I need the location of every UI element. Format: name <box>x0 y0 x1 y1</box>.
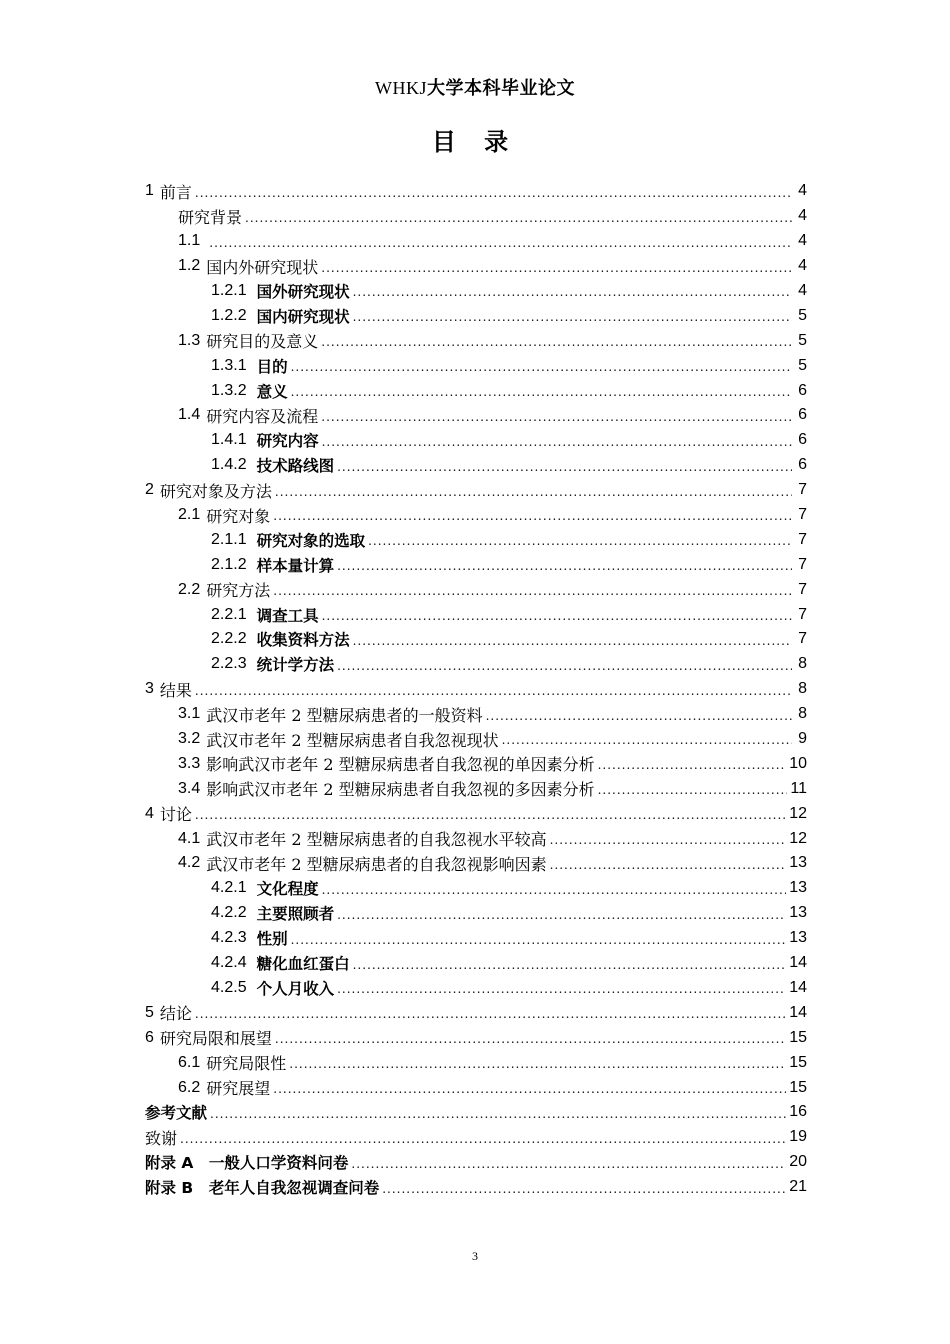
toc-entry-number: 1.3.1 <box>211 356 247 374</box>
dot-leader <box>180 1133 786 1150</box>
toc-entry-page: 4 <box>798 257 807 275</box>
toc-entry-number: 2.2.2 <box>211 630 247 648</box>
toc-entry[interactable] <box>145 1075 807 1100</box>
toc-entry[interactable] <box>145 976 807 1001</box>
dot-leader <box>321 411 792 428</box>
toc-entry[interactable] <box>145 876 807 901</box>
toc-entry-label: 意义 <box>256 382 288 401</box>
toc-entry-number: 5 <box>145 1003 154 1021</box>
toc-entry[interactable] <box>145 727 807 752</box>
toc-entry-page: 6 <box>798 431 807 449</box>
toc-entry[interactable] <box>145 926 807 951</box>
toc-entry[interactable] <box>145 353 807 378</box>
toc-entry[interactable] <box>145 503 807 528</box>
dot-leader <box>353 959 787 976</box>
toc-entry-number: 1.4.1 <box>211 431 247 449</box>
toc-entry-label: 技术路线图 <box>256 457 335 476</box>
toc-entry[interactable] <box>145 602 807 627</box>
toc-entry[interactable] <box>145 254 807 279</box>
dot-leader <box>353 286 792 303</box>
toc-entry-page: 20 <box>789 1153 807 1171</box>
toc-entry-page: 13 <box>789 854 807 872</box>
toc-entry-number: 3.1 <box>178 705 201 723</box>
toc-entry-label: 致谢 <box>145 1128 178 1148</box>
toc-entry-page: 4 <box>798 282 807 299</box>
toc-entry-number: 3.3 <box>178 754 201 772</box>
dot-leader <box>195 685 792 702</box>
toc-entry-page: 4 <box>798 232 807 250</box>
toc-entry-page: 14 <box>789 954 807 972</box>
toc-entry[interactable] <box>145 577 807 602</box>
toc-entry-page: 8 <box>798 705 807 723</box>
toc-entry-label: 样本量计算 <box>256 556 335 575</box>
toc-entry-number: 1.2.1 <box>211 282 247 299</box>
toc-entry-label: 目的 <box>256 357 288 376</box>
toc-entry[interactable] <box>145 279 807 304</box>
toc-entry[interactable] <box>145 801 807 826</box>
toc-entry-page: 12 <box>789 804 807 822</box>
toc-entry-page: 19 <box>789 1128 807 1146</box>
toc-entry-page: 5 <box>798 306 807 324</box>
toc-entry-label: 性别 <box>256 930 288 949</box>
toc-entry[interactable] <box>145 552 807 577</box>
toc-title: 目 录 <box>431 128 519 156</box>
toc-entry-label: 影响武汉市老年 2 型糖尿病患者自我忽视的多因素分析 <box>206 780 595 800</box>
toc-entry-label: 讨论 <box>159 805 192 825</box>
toc-entry-label: 武汉市老年 2 型糖尿病患者自我忽视现状 <box>206 730 499 750</box>
toc-entry-label: 主要照顾者 <box>256 905 335 924</box>
toc-entry-page: 13 <box>789 879 807 897</box>
toc-entry-number: 6.1 <box>178 1053 201 1071</box>
toc-entry-page: 7 <box>798 506 807 524</box>
toc-entry[interactable] <box>145 677 807 702</box>
toc-entry-label: 收集资料方法 <box>256 631 350 650</box>
toc-entry-number: 1.3.2 <box>211 381 247 399</box>
toc-entry-page: 5 <box>798 331 807 349</box>
toc-entry-page: 15 <box>789 1078 807 1096</box>
toc-entry-label: 研究背景 <box>178 207 243 227</box>
toc-entry-page: 15 <box>789 1053 807 1071</box>
toc-entry-label: 研究方法 <box>206 581 271 601</box>
toc-entry-number: 2.1.1 <box>211 530 247 548</box>
toc-entry[interactable] <box>145 1125 807 1150</box>
toc-entry-page: 4 <box>798 182 807 200</box>
dot-leader <box>368 535 792 552</box>
dot-leader <box>321 336 792 353</box>
toc-entry-label: 调查工具 <box>256 606 319 625</box>
toc-entry-page: 11 <box>790 779 807 797</box>
toc-entry-label: 文化程度 <box>256 880 319 899</box>
toc-entry-number: 4.2.2 <box>211 904 247 922</box>
dot-leader <box>337 660 792 677</box>
toc-entry[interactable] <box>145 776 807 801</box>
toc-entry-page: 15 <box>789 1028 807 1046</box>
toc-entry[interactable] <box>145 527 807 552</box>
toc-entry[interactable] <box>145 303 807 328</box>
page-header <box>0 74 950 100</box>
dot-leader <box>273 1083 786 1100</box>
toc-entry[interactable] <box>145 378 807 403</box>
toc-entry-label: 研究局限性 <box>206 1054 287 1074</box>
dot-leader <box>273 510 792 527</box>
toc-entry-page: 7 <box>798 530 807 548</box>
toc-entry-page: 7 <box>798 481 807 499</box>
toc-entry-label: 研究内容 <box>256 432 319 451</box>
toc-entry-number: 2 <box>145 481 154 499</box>
dot-leader <box>275 486 792 503</box>
toc-entry-page: 7 <box>798 555 807 573</box>
dot-leader <box>195 809 786 826</box>
toc-entry-page: 8 <box>798 680 807 698</box>
dot-leader <box>337 560 792 577</box>
toc-entry-page: 4 <box>798 207 807 225</box>
toc-entry-number: 1.4 <box>178 406 201 424</box>
toc-entry[interactable] <box>145 901 807 926</box>
dot-leader <box>273 585 792 602</box>
toc-entry-number: 1.2.2 <box>211 306 247 324</box>
toc-entry-number: 4.2.4 <box>211 954 247 972</box>
dot-leader <box>209 237 792 254</box>
toc-entry-page: 8 <box>798 655 807 673</box>
toc-entry-number: 3.4 <box>178 779 201 797</box>
toc-entry-number: 1.3 <box>178 331 201 349</box>
toc-entry[interactable] <box>145 702 807 727</box>
toc-entry-number: 2.2 <box>178 580 201 598</box>
toc-entry-label: 研究局限和展望 <box>159 1029 272 1049</box>
toc-entry[interactable] <box>145 751 807 776</box>
toc-entry-page: 14 <box>789 1003 807 1021</box>
toc-entry[interactable] <box>145 229 807 254</box>
toc-entry[interactable] <box>145 1100 807 1125</box>
dot-leader <box>337 983 786 1000</box>
dot-leader <box>382 1183 786 1200</box>
toc-entry-label: 研究内容及流程 <box>206 406 319 426</box>
toc-entry[interactable] <box>145 328 807 353</box>
toc-entry[interactable] <box>145 1175 807 1200</box>
dot-leader <box>195 187 792 204</box>
toc-entry-number: 1 <box>145 182 154 200</box>
toc-entry-page: 5 <box>798 356 807 374</box>
toc-entry-number: 4.2 <box>178 854 201 872</box>
header-sub: 大学本科毕业论文 <box>427 78 575 99</box>
toc-entry[interactable] <box>145 627 807 652</box>
toc-entry-number: 4.2.3 <box>211 929 247 947</box>
dot-leader <box>353 311 792 328</box>
toc-entry-page: 13 <box>789 929 807 947</box>
toc-entry-label: 国内外研究现状 <box>206 257 319 277</box>
dot-leader <box>598 759 787 776</box>
toc-entry-label: 结论 <box>159 1004 192 1024</box>
toc-entry-label: 研究对象 <box>206 506 271 526</box>
toc-entry-page: 7 <box>798 580 807 598</box>
toc-entry-label: 研究对象及方法 <box>159 481 272 501</box>
toc-entry-number: 6.2 <box>178 1078 201 1096</box>
dot-leader <box>351 1158 786 1175</box>
toc-entry-label: 参考文献 <box>145 1104 208 1123</box>
toc-entry-number: 3.2 <box>178 730 201 748</box>
dot-leader <box>550 859 787 876</box>
toc-entry[interactable] <box>145 428 807 453</box>
toc-entry-page: 9 <box>798 730 807 748</box>
dot-leader <box>291 361 792 378</box>
toc-entry-label: 武汉市老年 2 型糖尿病患者的自我忽视水平较高 <box>206 830 547 850</box>
toc-entry-number: 1.4.2 <box>211 456 247 474</box>
toc-entry[interactable] <box>145 179 807 204</box>
dot-leader <box>502 734 792 751</box>
toc-entry-page: 6 <box>798 406 807 424</box>
toc-entry[interactable] <box>145 403 807 428</box>
toc-entry-page: 12 <box>789 829 807 847</box>
toc-entry-label: 附录 B 老年人自我忽视调查问卷 <box>145 1179 380 1198</box>
toc-entry[interactable] <box>145 1050 807 1075</box>
toc-entry-label: 个人月收入 <box>256 979 335 998</box>
toc-entry[interactable] <box>145 851 807 876</box>
toc-entry-number: 6 <box>145 1028 154 1046</box>
toc-entry-number: 2.1 <box>178 506 201 524</box>
toc-entry[interactable] <box>145 1150 807 1175</box>
toc-entry-page: 7 <box>798 630 807 648</box>
toc-entry-number: 4.2.5 <box>211 978 247 996</box>
toc-entry-number: 1.1 <box>178 232 201 250</box>
dot-leader <box>245 212 792 229</box>
dot-leader <box>322 884 787 901</box>
toc-entry[interactable] <box>145 826 807 851</box>
toc-entry-page: 7 <box>798 605 807 623</box>
toc-entry-label: 武汉市老年 2 型糖尿病患者的自我忽视影响因素 <box>206 854 547 874</box>
toc-entry-label: 统计学方法 <box>256 656 335 675</box>
toc-entry-label: 国外研究现状 <box>256 283 350 301</box>
toc-entry-page: 16 <box>789 1103 807 1121</box>
toc-entry-label: 影响武汉市老年 2 型糖尿病患者自我忽视的单因素分析 <box>206 755 595 775</box>
toc-entry-label: 附录 A 一般人口学资料问卷 <box>145 1154 349 1173</box>
dot-leader <box>337 909 786 926</box>
toc-entry-number: 1.2 <box>178 257 201 275</box>
toc-entry-number: 2.1.2 <box>211 555 247 573</box>
toc-entry-label: 研究目的及意义 <box>206 332 319 352</box>
table-of-contents <box>145 179 807 1200</box>
toc-entry[interactable] <box>145 204 807 229</box>
dot-leader <box>486 710 792 727</box>
dot-leader <box>195 1008 786 1025</box>
toc-entry-label: 国内研究现状 <box>256 307 350 326</box>
dot-leader <box>291 934 787 951</box>
toc-entry[interactable] <box>145 1000 807 1025</box>
toc-entry-number: 4.1 <box>178 829 201 847</box>
dot-leader <box>322 436 792 453</box>
dot-leader <box>210 1108 786 1125</box>
toc-entry-page: 6 <box>798 456 807 474</box>
toc-entry-label: 研究对象的选取 <box>256 531 366 550</box>
header-main: WHKJ <box>375 78 427 98</box>
dot-leader <box>353 635 792 652</box>
toc-entry-number: 2.2.3 <box>211 655 247 673</box>
toc-entry-label: 糖化血红蛋白 <box>256 955 350 974</box>
dot-leader <box>321 262 792 279</box>
dot-leader <box>598 784 788 801</box>
dot-leader <box>322 610 792 627</box>
dot-leader <box>550 834 787 851</box>
toc-entry-page: 6 <box>798 381 807 399</box>
page-number: 3 <box>472 1249 478 1263</box>
toc-entry-label: 研究展望 <box>206 1079 271 1098</box>
toc-entry[interactable] <box>145 453 807 478</box>
toc-entry-number: 4.2.1 <box>211 879 247 897</box>
toc-entry[interactable] <box>145 652 807 677</box>
toc-entry[interactable] <box>145 1025 807 1050</box>
dot-leader <box>291 386 792 403</box>
toc-entry-label: 前言 <box>159 182 192 202</box>
toc-entry[interactable] <box>145 951 807 976</box>
toc-entry-page: 13 <box>789 904 807 922</box>
toc-entry-page: 14 <box>789 978 807 996</box>
toc-entry-page: 10 <box>789 754 807 772</box>
toc-entry-label: 武汉市老年 2 型糖尿病患者的一般资料 <box>206 705 483 725</box>
dot-leader <box>289 1058 786 1075</box>
toc-entry-label: 结果 <box>159 680 192 700</box>
toc-entry-page: 21 <box>789 1178 807 1196</box>
toc-entry-number: 2.2.1 <box>211 605 247 623</box>
toc-entry-number: 4 <box>145 804 154 822</box>
toc-entry-number: 3 <box>145 680 154 698</box>
dot-leader <box>275 1033 786 1050</box>
toc-entry[interactable] <box>145 478 807 503</box>
dot-leader <box>337 461 792 478</box>
